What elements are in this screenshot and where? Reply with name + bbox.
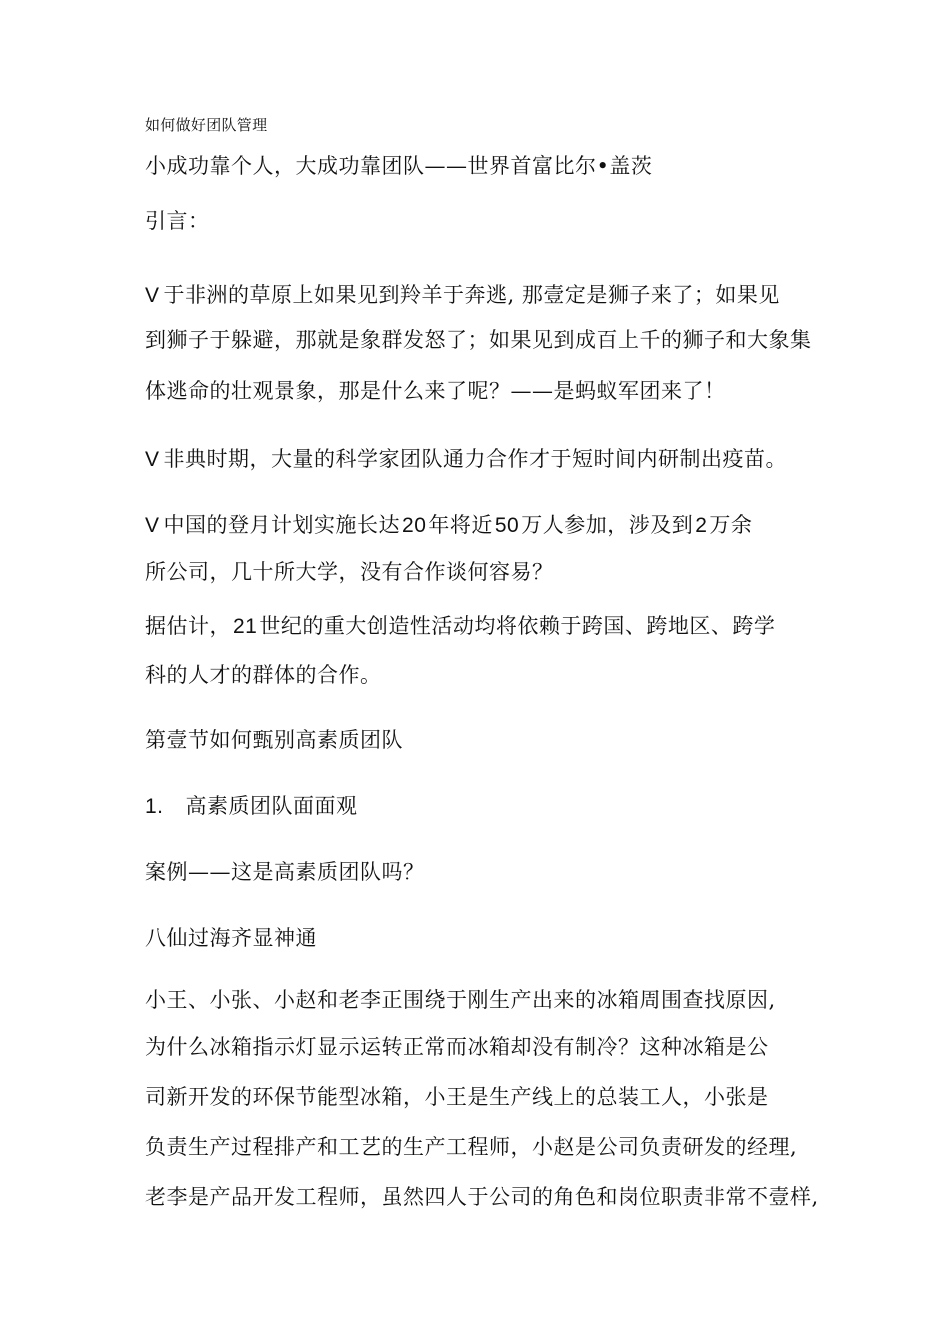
case-body-line-5: 老李是产品开发工程师，虽然四人于公司的角色和岗位职责非常不壹样, (145, 1185, 819, 1209)
bullet3-text-d: 万余 (709, 513, 753, 537)
bullet3-text-a: 中国的登月计划实施长达 (163, 513, 401, 537)
bullet-marker: V (145, 514, 160, 537)
list-item-label: 高素质团队面面观 (185, 794, 358, 818)
bullet1-line3: 体逃命的壮观景象，那是什么来了呢？——是蚂蚁军团来了！ (145, 379, 726, 403)
estimate-number-21: 21 (233, 615, 258, 638)
motto-quote: 小成功靠个人，大成功靠团队——世界首富比尔•盖茨 (145, 154, 653, 178)
bullet3-line2: 所公司，几十所大学，没有合作谈何容易？ (145, 560, 554, 584)
case-heading: 案例——这是高素质团队吗？ (145, 860, 425, 884)
intro-heading: 引言： (145, 209, 210, 233)
bullet3-number-2: 2 (695, 514, 708, 537)
section1-heading: 第壹节如何甄别高素质团队 (145, 728, 403, 752)
bullet1-line2: 到狮子于躲避，那就是象群发怒了；如果见到成百上千的狮子和大象集 (145, 328, 812, 352)
bullet1-line1 (145, 285, 780, 306)
bullet-marker: V (145, 448, 160, 471)
case-title: 八仙过海齐显神通 (145, 926, 317, 950)
bullet3-line1 (145, 515, 752, 536)
estimate-text-b: 世纪的重大创造性活动均将依赖于跨国、跨地区、跨学 (259, 614, 776, 638)
case-body-line-3: 司新开发的环保节能型冰箱，小王是生产线上的总装工人，小张是 (145, 1085, 769, 1109)
case-body-line-4: 负责生产过程排产和工艺的生产工程师，小赵是公司负责研发的经理, (145, 1135, 798, 1159)
bullet3-number-20: 20 (402, 514, 427, 537)
estimate-line2: 科的人才的群体的合作。 (145, 663, 382, 687)
document-title: 如何做好团队管理 (145, 116, 268, 134)
case-body-line-1: 小王、小张、小赵和老李正围绕于刚生产出来的冰箱周围查找原因, (145, 988, 776, 1012)
bullet3-text-b: 年将近 (428, 513, 493, 537)
bullet2-text: 非典时期，大量的科学家团队通力合作才于短时间内研制出疫苗。 (163, 447, 788, 471)
bullet2-line1 (145, 449, 787, 470)
list-item-number: 1. (145, 795, 164, 818)
estimate-line1 (145, 616, 775, 637)
estimate-text-a: 据估计， (145, 614, 231, 638)
list-item-1 (145, 796, 358, 817)
bullet-marker: V (145, 284, 160, 307)
bullet1-text: 于非洲的草原上如果见到羚羊于奔逃, 那壹定是狮子来了；如果见 (163, 283, 780, 307)
case-body-line-2: 为什么冰箱指示灯显示运转正常而冰箱却没有制冷？这种冰箱是公 (145, 1035, 769, 1059)
bullet3-number-50: 50 (494, 514, 520, 537)
bullet3-text-c: 万人参加，涉及到 (521, 513, 694, 537)
